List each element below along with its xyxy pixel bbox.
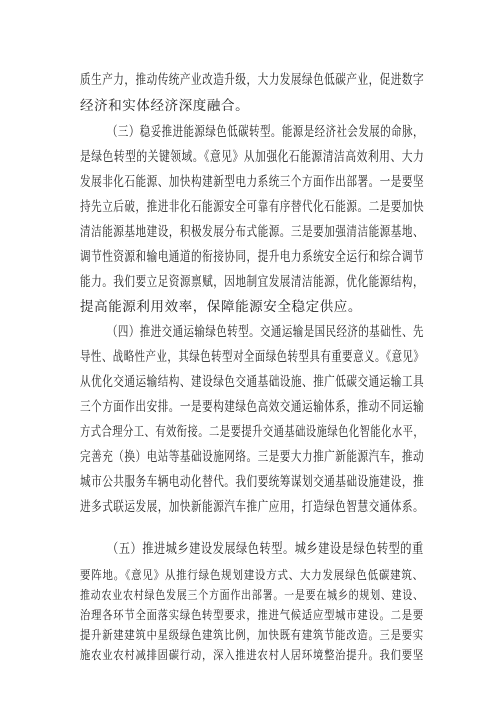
text-line: 施农业农村减排固碳行动，深入推进农村人居环境整治提升。我们要坚 [80, 648, 424, 662]
text-line: 导性、战略性产业，其绿色转型对全面绿色转型具有重要意义。《意见》 [80, 349, 425, 365]
text-line: 完善充（换）电站等基础设施网络。三是要大力推广新能源汽车，推动 [80, 449, 425, 465]
text-line: 方式合理分工、有效衔接。二是要提升交通基础设施绿色化智能化水平， [80, 424, 425, 440]
text-line: 提高能源利用效率，保障能源安全稳定供应。 [80, 299, 362, 315]
text-line: （五）推进城乡建设发展绿色转型。城乡建设是绿色转型的重 [107, 541, 424, 557]
text-line: 调节性资源和输电通道的衔接协同，提升电力系统安全运行和综合调节 [80, 249, 425, 265]
text-line: 是绿色转型的关键领域。《意见》从加强化石能源清洁高效利用、大力 [80, 149, 425, 165]
text-line: 从优化交通运输结构、建设绿色交通基础设施、推广低碳交通运输工具 [80, 374, 425, 390]
text-line: 治理各环节全面落实绿色转型要求，推进气候适应型城市建设。二是要 [80, 608, 424, 622]
text-line: 能力。我们要立足资源禀赋，因地制宜发展清洁能源，优化能源结构， [80, 274, 425, 290]
text-line: 清洁能源基地建设，积极发展分布式能源。三是要加强清洁能源基地、 [80, 224, 425, 240]
text-line: 推动农业农村绿色发展三个方面作出部署。一是要在城乡的规划、建设、 [80, 588, 424, 602]
text-line: 质生产力，推动传统产业改造升级，大力发展绿色低碳产业，促进数字 [80, 72, 425, 88]
text-line: 持先立后破，推进非化石能源安全可靠有序替代化石能源。二是要加快 [80, 199, 425, 215]
text-line: 发展非化石能源、加快构建新型电力系统三个方面作出部署。一是要坚 [80, 174, 425, 190]
text-line: 三个方面作出安排。一是要构建绿色高效交通运输体系，推动不同运输 [80, 399, 425, 415]
text-line: 要阵地。《意见》从推行绿色规划建设方式、大力发展绿色低碳建筑、 [80, 568, 424, 582]
text-line: （四）推进交通运输绿色转型。交通运输是国民经济的基础性、先 [107, 324, 424, 340]
text-line: （三）稳妥推进能源绿色低碳转型。能源是经济社会发展的命脉， [107, 124, 424, 140]
text-line: 经济和实体经济深度融合。 [80, 98, 250, 114]
text-line: 进多式联运发展，加快新能源汽车推广应用，打造绿色智慧交通体系。 [80, 499, 425, 515]
text-line: 提升新建建筑中星级绿色建筑比例，加快既有建筑节能改造。三是要实 [80, 628, 424, 642]
text-line: 城市公共服务车辆电动化替代。我们要统筹谋划交通基础设施建设，推 [80, 474, 425, 490]
